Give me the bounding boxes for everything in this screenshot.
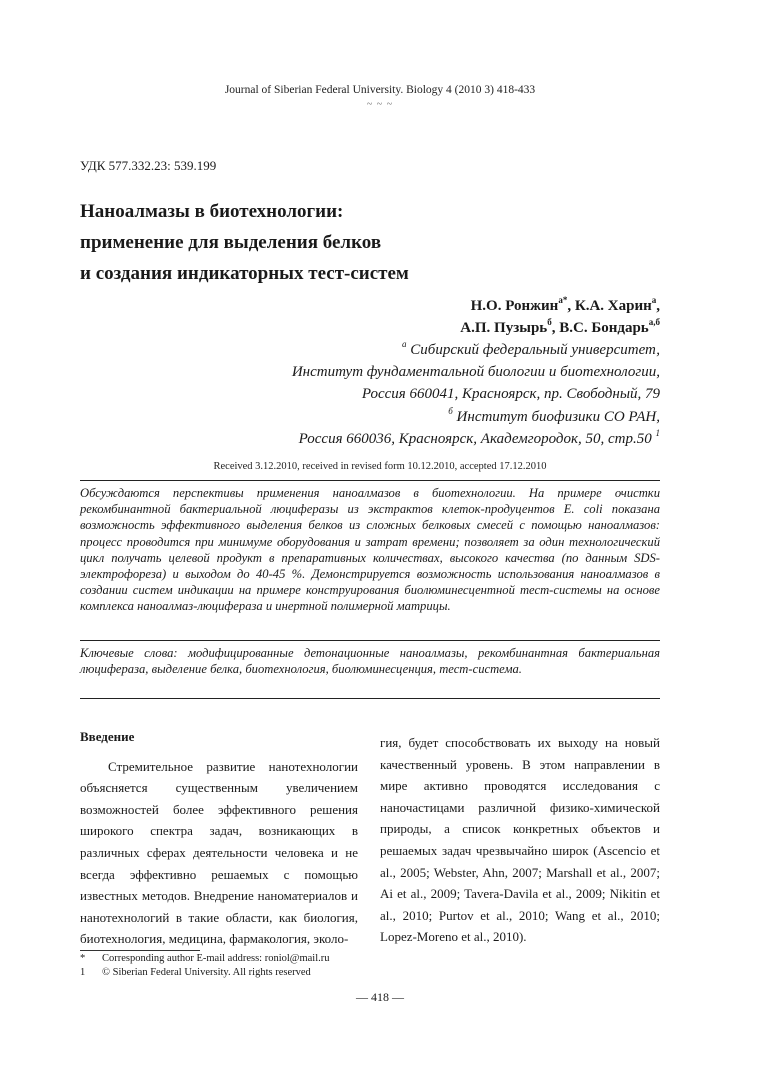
body-column-right [380, 732, 660, 948]
affiliations-block [292, 339, 660, 450]
author-puzyr-sup: б [547, 317, 552, 327]
author-kharin-sup: а [651, 295, 657, 305]
author-ronzhin-sup: а* [558, 295, 568, 305]
title-line-2: применение для выделения белков [80, 232, 382, 253]
keywords-bottom-rule [80, 698, 660, 699]
author-bondar-sup: а,б [648, 317, 660, 327]
footnote-mark-asterisk: * [80, 953, 86, 964]
author-kharin: К.А. Харин [574, 298, 652, 314]
paper-title [80, 196, 409, 289]
abstract: Обсуждаются перспективы применения наноалмазов в биотехнологии. На примере очистки рекомбинантной бактериальной люциферазы из экстрактов клеток-продуцентов E. coli показана возможность эффективного выделения белков из сложных белковых смесей с помощью наноалмазов: процесс проводится при минимуме оборудования и затрат времени; позволяет за один технологический цикл получать целевой продукт в препаративных количествах, высокого качества (по данным SDS-электрофореза) и выходом до 40-45 %. Демонстрируется возможность использования наноалмазов в создании систем индикации на примере конструирования биолюминесцентной тест-системы на основе комплекса наноалмаз-люцифераза и инертной полимерной матрицы. [80, 486, 660, 614]
affiliation-b-address: Россия 660036, Красноярск, Академгородок, 50, стр.50 [298, 430, 652, 447]
footnote-email-text: Corresponding author E-mail address: roniol@mail.ru [102, 953, 330, 964]
author-line-tail: , [656, 298, 660, 314]
affiliation-b-footnote-mark: 1 [655, 427, 660, 438]
title-line-3: и создания индикаторных тест-систем [80, 263, 409, 284]
body-column-left [80, 726, 358, 950]
keywords: Ключевые слова: модифицированные детонационные наноалмазы, рекомбинантная бактериальная люцифераза, выделение белка, биотехнология, биолюминесценция, тест-система. [80, 646, 660, 677]
journal-header: Journal of Siberian Federal University. Biology 4 (2010 3) 418-433 [224, 84, 536, 96]
header-ornament: ~ ~ ~ [366, 99, 394, 110]
abstract-top-rule [80, 480, 660, 481]
udc-code: УДК 577.332.23: 539.199 [80, 158, 217, 173]
footnote-mark-one: 1 [80, 967, 86, 978]
affiliation-b-mark: б [448, 405, 453, 416]
received-dates: Received 3.12.2010, received in revised form 10.12.2010, accepted 17.12.2010 [213, 461, 547, 472]
footnote-rule [80, 950, 200, 951]
affiliation-a-mark: а [402, 339, 407, 349]
author-separator: , [567, 298, 575, 314]
page-number: — 418 — [356, 990, 404, 1004]
footnote-copyright-text: © Siberian Federal University. All rights reserved [102, 967, 311, 978]
footnote-corresponding-author [80, 953, 330, 964]
authors-block [460, 295, 660, 339]
authors-line-2 [460, 317, 660, 339]
authors-line-1 [460, 295, 660, 317]
affiliation-a-name: Сибирский федеральный университет, [410, 342, 660, 358]
affiliation-a-line-2: Институт фундаментальной биологии и биотехнологии, [291, 364, 660, 381]
intro-paragraph-continued: гия, будет способствовать их выходу на новый качественный уровень. В этом направлении в мире активно проводятся исследования с наночастицами различной физико-химической природы, а список конкретных объектов и решаемых задач чрезвычайно широк (Ascencio et al., 2005; Webster, Ahn, 2007; Marshall et al., 2007; Ai et al., 2009; Tavera-Davila et al., 2009; Nikitin et al., 2010; Purtov et al., 2010; Wang et al., 2010; Lopez-Moreno et al., 2010). [380, 735, 660, 945]
section-heading-introduction: Введение [80, 729, 135, 744]
affiliation-a-line-1 [292, 339, 660, 361]
affiliation-b-name: Институт биофизики СО РАН, [456, 408, 660, 425]
footnote-copyright [80, 967, 311, 978]
author-bondar: В.С. Бондарь [559, 320, 649, 336]
affiliation-b-line-2 [292, 428, 660, 450]
author-puzyr: А.П. Пузырь [460, 320, 548, 336]
affiliation-b-line-1 [292, 406, 660, 428]
author-ronzhin: Н.О. Ронжин [470, 298, 559, 314]
author-separator: , [551, 320, 560, 336]
affiliation-a-line-3: Россия 660041, Красноярск, пр. Свободный, 79 [361, 386, 660, 403]
title-line-1: Наноалмазы в биотехнологии: [80, 201, 344, 222]
keywords-top-rule [80, 640, 660, 641]
intro-paragraph-1: Стремительное развитие нанотехнологии объясняется существенным увеличением возможностей более эффективного решения широкого спектра задач, возникающих в различных сферах деятельности человека и не всегда эффективно решаемых с помощью известных методов. Внедрение наноматериалов и нанотехнологий в такие области, как биология, биотехнология, медицина, фармакология, эколо- [80, 758, 358, 947]
